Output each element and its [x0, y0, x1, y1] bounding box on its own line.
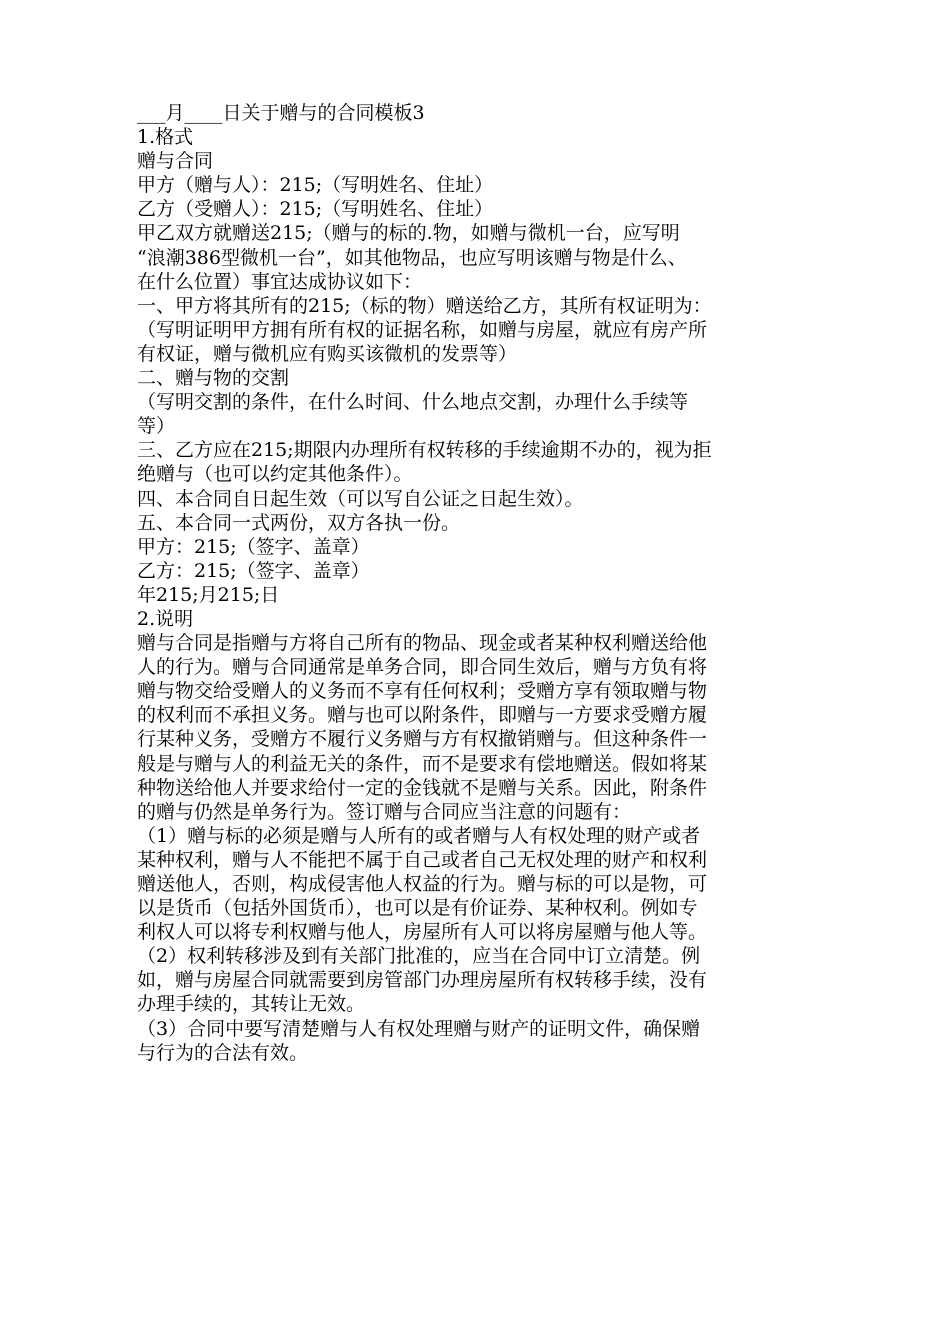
text-line: 甲方（赠与人）：215;（写明姓名、住址）: [137, 174, 494, 197]
text-line: （写明证明甲方拥有所有权的证据名称，如赠与房屋，就应有房产所: [137, 318, 708, 341]
text-line: 如，赠与房屋合同就需要到房管部门办理房屋所有权转移手续，没有: [137, 969, 708, 992]
text-line: 行某种义务，受赠方不履行义务赠与方有权撤销赠与。但这种条件一: [137, 728, 708, 751]
text-line: 在什么位置）事宜达成协议如下：: [137, 270, 423, 293]
section-heading-explanation: 2.说明: [137, 607, 194, 630]
text-line: 五、本合同一式两份，双方各执一份。: [137, 511, 461, 534]
text-line: 甲乙双方就赠送215;（赠与的标的.物，如赠与微机一台，应写明: [137, 222, 680, 245]
text-line: （3）合同中要写清楚赠与人有权处理赠与财产的证明文件，确保赠: [137, 1017, 701, 1040]
text-line: （2）权利转移涉及到有关部门批准的，应当在合同中订立清楚。例: [137, 945, 701, 968]
text-line: 乙方（受赠人）：215;（写明姓名、住址）: [137, 198, 494, 221]
text-line: （1）赠与标的必须是赠与人所有的或者赠与人有权处理的财产或者: [137, 824, 701, 847]
text-line: （写明交割的条件，在什么时间、什么地点交割，办理什么手续等: [137, 391, 689, 414]
text-line: 的赠与仍然是单务行为。签订赠与合同应当注意的问题有：: [137, 800, 632, 823]
text-line: 与行为的合法有效。: [137, 1041, 309, 1064]
text-line: 三、乙方应在215;期限内办理所有权转移的手续逾期不办的，视为拒: [137, 439, 712, 462]
text-line: 赠送他人，否则，构成侵害他人权益的行为。赠与标的可以是物，可: [137, 873, 708, 895]
text-line: 般是与赠与人的利益无关的条件，而不是要求有偿地赠送。假如将某: [137, 752, 708, 775]
text-line: 有权证，赠与微机应有购买该微机的发票等）: [137, 342, 518, 365]
text-line: 利权人可以将专利权赠与他人，房屋所有人可以将房屋赠与他人等。: [137, 921, 708, 944]
text-line: 绝赠与（也可以约定其他条件）。: [137, 463, 413, 486]
text-line: 人的行为。赠与合同通常是单务合同，即合同生效后，赠与方负有将: [137, 656, 708, 679]
text-line: 的权利而不承担义务。赠与也可以附条件，即赠与一方要求受赠方履: [137, 704, 708, 727]
text-line: “浪潮386型微机一台”，如其他物品，也应写明该赠与物是什么、: [137, 246, 687, 269]
text-line: 种物送给他人并要求给付一定的金钱就不是赠与关系。因此，附条件: [137, 776, 708, 799]
text-line: 二、赠与物的交割: [137, 367, 290, 390]
text-line: 某种权利，赠与人不能把不属于自己或者自己无权处理的财产和权利: [137, 848, 708, 871]
signature-line-party-a: 甲方：215;（签字、盖章）: [137, 535, 370, 558]
section-heading-format: 1.格式: [137, 126, 194, 149]
text-line: 办理手续的，其转让无效。: [137, 993, 366, 1016]
text-line: 赠与物交给受赠人的义务而不享有任何权利；受赠方享有领取赠与物: [137, 680, 708, 703]
date-line: 年215;月215;日: [137, 583, 280, 606]
signature-line-party-b: 乙方：215;（签字、盖章）: [137, 559, 370, 582]
document-title: ___月____日关于赠与的合同模板3: [137, 102, 425, 124]
text-line: 四、本合同自日起生效（可以写自公证之日起生效）。: [137, 487, 584, 510]
contract-title: 赠与合同: [137, 150, 214, 173]
text-line: 赠与合同是指赠与方将自己所有的物品、现金或者某种权利赠送给他: [137, 632, 708, 655]
text-line: 以是货币（包括外国货币），也可以是有价证券、某种权利。例如专: [137, 897, 698, 920]
text-line: 等）: [137, 415, 176, 438]
document-page: [137, 101, 817, 1065]
text-line: 一、甲方将其所有的215;（标的物）赠送给乙方，其所有权证明为：: [137, 294, 712, 317]
